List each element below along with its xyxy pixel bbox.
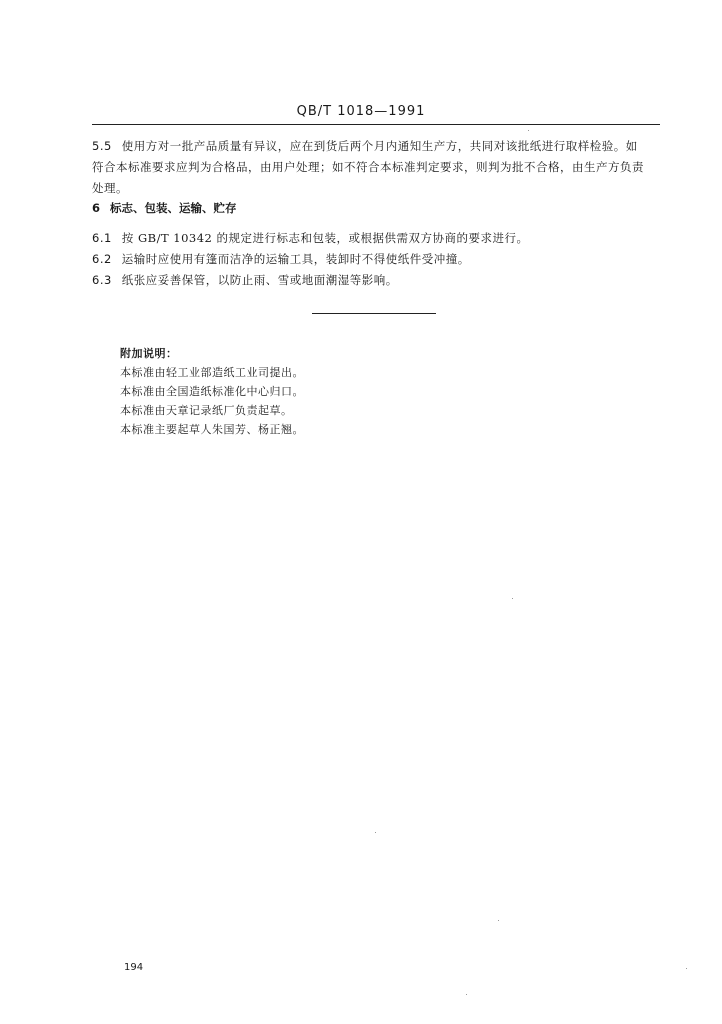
clause-number: 6.1 xyxy=(92,231,112,245)
section-number: 6 xyxy=(92,201,101,215)
scan-speck xyxy=(498,920,499,921)
clause-text: 使用方对一批产品质量有异议，应在到货后两个月内通知生产方，共同对该批纸进行取样检验。如 xyxy=(121,139,638,153)
scan-speck xyxy=(375,832,376,833)
clause-text: 按 GB/T 10342 的规定进行标志和包装，或根据供需双方协商的要求进行。 xyxy=(121,231,529,245)
clause-number: 6.3 xyxy=(92,273,112,287)
header-rule xyxy=(92,124,660,125)
note-line: 本标准由天章记录纸厂负责起草。 xyxy=(120,404,293,417)
clause-6-3 xyxy=(92,270,662,291)
clause-text: 运输时应使用有篷而洁净的运输工具，装卸时不得使纸件受冲撞。 xyxy=(121,252,470,266)
end-of-text-rule xyxy=(312,313,436,314)
additional-notes-title: 附加说明： xyxy=(120,347,178,360)
clause-5-5-line3: 处理。 xyxy=(92,181,128,195)
clause-text: 纸张应妥善保管，以防止雨、雪或地面潮湿等影响。 xyxy=(121,273,398,287)
clause-number: 6.2 xyxy=(92,252,112,266)
additional-notes xyxy=(120,344,304,439)
clause-6-2 xyxy=(92,249,662,270)
standard-code-header: QB/T 1018—1991 xyxy=(296,104,426,119)
note-line: 本标准由轻工业部造纸工业司提出。 xyxy=(120,366,304,379)
note-line: 本标准主要起草人朱国芳、杨正翘。 xyxy=(120,423,304,436)
clause-5-5 xyxy=(92,136,662,199)
scan-speck xyxy=(528,130,529,131)
scan-speck xyxy=(512,598,513,599)
scan-speck xyxy=(466,994,467,995)
clause-6-1 xyxy=(92,228,662,249)
page-number: 194 xyxy=(124,962,144,973)
note-line: 本标准由全国造纸标准化中心归口。 xyxy=(120,385,304,398)
clause-number: 5.5 xyxy=(92,139,112,153)
clause-5-5-line2: 符合本标准要求应判为合格品，由用户处理；如不符合本标准判定要求，则判为批不合格，由生产方负责 xyxy=(92,160,644,174)
section-6-heading xyxy=(92,200,237,216)
clause-5-5-line1 xyxy=(92,136,662,157)
section-title: 标志、包装、运输、贮存 xyxy=(110,201,237,215)
scan-speck xyxy=(686,968,687,969)
